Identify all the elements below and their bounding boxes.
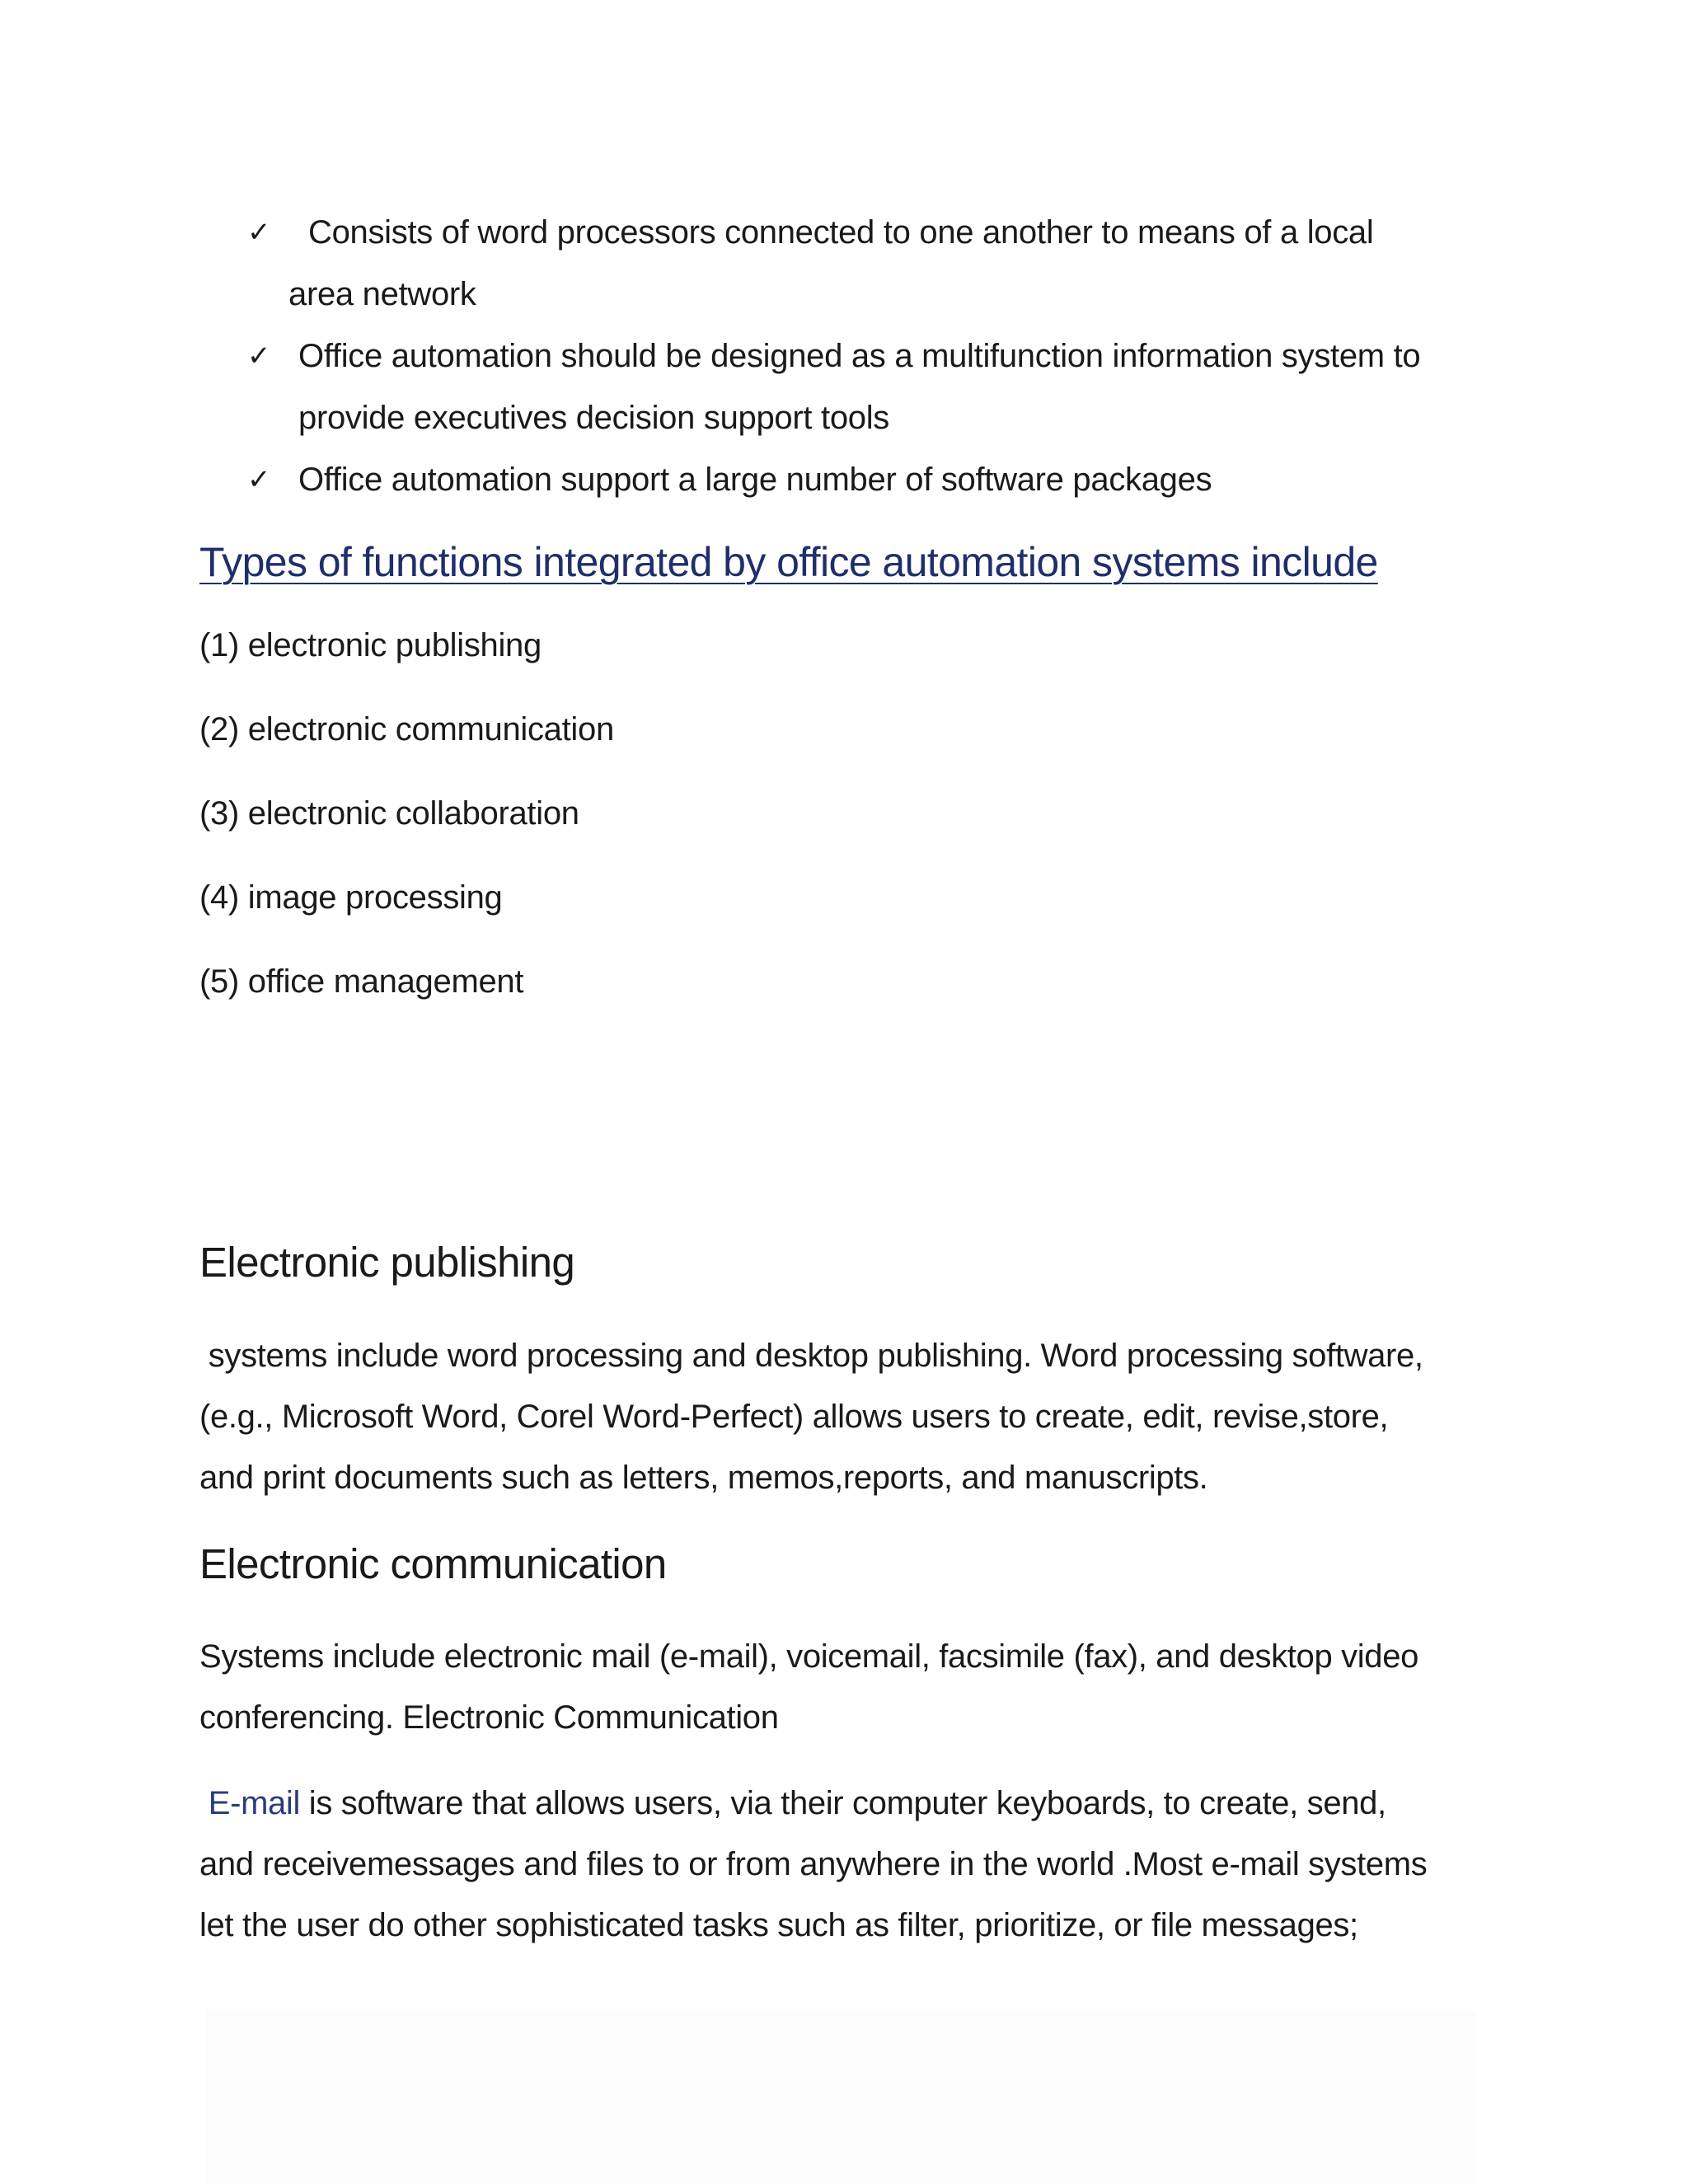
bullet-item — [247, 326, 1533, 449]
paragraph-line — [199, 1773, 1518, 1834]
page-shade — [206, 2011, 1475, 2184]
paragraph-line: and receivemessages and files to or from anywhere in the world .Most e-mail systems — [199, 1846, 1428, 1882]
electronic-publishing-paragraph — [199, 1325, 1518, 1508]
paragraph-line: Systems include electronic mail (e-mail), voicemail, facsimile (fax), and desktop video — [199, 1638, 1418, 1675]
bullet-text — [298, 338, 1420, 436]
functions-list — [199, 625, 614, 1045]
paragraph-line: (e.g., Microsoft Word, Corel Word-Perfect) allows users to create, edit, revise,store, — [199, 1399, 1389, 1435]
bullet-line: Office automation should be designed as a multifunction information system to — [298, 338, 1421, 374]
checkmark-icon: ✓ — [247, 463, 271, 496]
paragraph-line: and print documents such as letters, memos,reports, and manuscripts. — [199, 1460, 1208, 1496]
email-link[interactable]: E-mail — [208, 1785, 301, 1821]
paragraph-line: systems include word processing and desktop publishing. Word processing software, — [199, 1338, 1423, 1374]
list-item: (1) electronic publishing — [199, 627, 542, 663]
bullet-line: Office automation support a large number of software packages — [298, 462, 1212, 498]
checkmark-icon: ✓ — [247, 216, 271, 249]
bullet-line: provide executives decision support tools — [298, 400, 889, 436]
bullet-text — [298, 462, 1212, 498]
section-title-link[interactable]: Types of functions integrated by office automation systems include — [199, 539, 1378, 585]
bullet-text — [288, 214, 1374, 312]
list-item: (2) electronic communication — [199, 711, 614, 748]
bullet-line: area network — [288, 276, 476, 312]
list-item: (5) office management — [199, 963, 524, 1000]
bullet-line: Consists of word processors connected to one another to means of a local — [308, 214, 1374, 251]
bullet-list — [247, 202, 1533, 511]
bullet-item — [247, 449, 1533, 511]
email-line-text: is software that allows users, via their computer keyboards, to create, send, — [300, 1785, 1386, 1821]
electronic-publishing-heading: Electronic publishing — [199, 1239, 575, 1286]
paragraph-line: let the user do other sophisticated tasks such as filter, prioritize, or file messages; — [199, 1907, 1358, 1943]
email-paragraph — [199, 1773, 1518, 1956]
list-item: (4) image processing — [199, 879, 503, 916]
electronic-communication-heading: Electronic communication — [199, 1540, 667, 1587]
paragraph-line: conferencing. Electronic Communication — [199, 1699, 779, 1736]
bullet-item — [247, 202, 1533, 326]
checkmark-icon: ✓ — [247, 340, 271, 373]
list-item: (3) electronic collaboration — [199, 795, 579, 832]
electronic-communication-paragraph — [199, 1626, 1518, 1748]
